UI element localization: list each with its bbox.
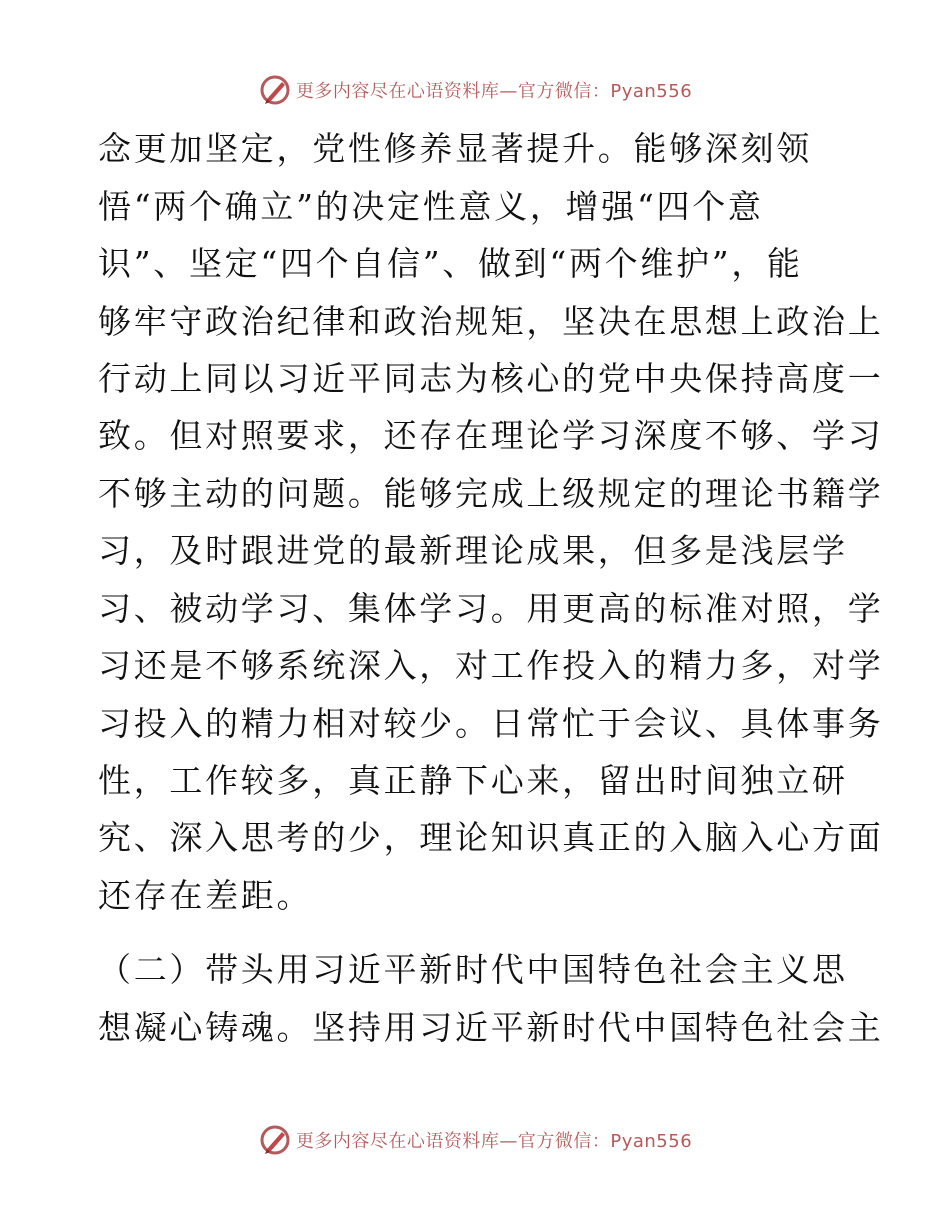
pen-circle-icon [258, 1123, 292, 1157]
text-line: 悟“两个确立”的决定性意义，增强“四个意 [98, 187, 764, 226]
text-line: 习，及时跟进党的最新理论成果，但多是浅层学 [98, 531, 848, 570]
text-line: 念更加坚定，党性修养显著提升。能够深刻领 [98, 129, 812, 168]
text-line: 究、深入思考的少，理论知识真正的入脑入心方面 [98, 818, 884, 857]
text-line: 行动上同以习近平同志为核心的党中央保持高度一 [98, 359, 884, 398]
section-heading-line: （二）带头用习近平新时代中国特色社会主义思 [98, 950, 848, 989]
watermark-text: 更多内容尽在心语资料库—官方微信：Pyan556 [295, 81, 693, 102]
text-line: 想凝心铸魂。坚持用习近平新时代中国特色社会主 [98, 1008, 884, 1047]
text-line: 习、被动学习、集体学习。用更高的标准对照，学 [98, 589, 884, 628]
text-line: 够牢守政治纪律和政治规矩，坚决在思想上政治上 [98, 302, 884, 341]
text-line: 性，工作较多，真正静下心来，留出时间独立研 [98, 761, 848, 800]
text-line: 致。但对照要求，还存在理论学习深度不够、学习 [98, 416, 884, 455]
pen-circle-icon [258, 73, 292, 107]
watermark-text: 更多内容尽在心语资料库—官方微信：Pyan556 [295, 1131, 693, 1152]
text-line: 还存在差距。 [98, 876, 313, 915]
watermark-header [0, 70, 950, 110]
watermark-footer [0, 1120, 950, 1160]
text-line: 识”、坚定“四个自信”、做到“两个维护”，能 [98, 244, 803, 283]
text-line: 习投入的精力相对较少。日常忙于会议、具体事务 [98, 704, 884, 743]
text-line: 不够主动的问题。能够完成上级规定的理论书籍学 [98, 474, 884, 513]
text-line: 习还是不够系统深入，对工作投入的精力多，对学 [98, 646, 884, 685]
